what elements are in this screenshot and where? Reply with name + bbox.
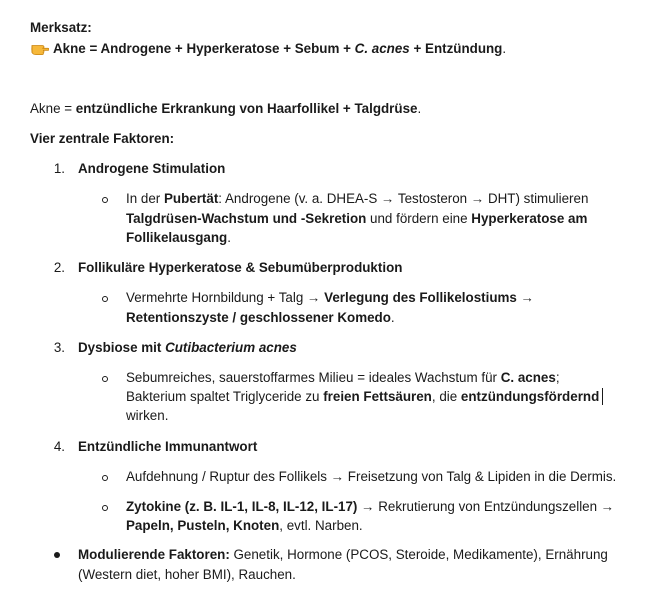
merksatz-title: Merksatz:	[30, 20, 92, 35]
factor-1-text-line-1: In der Pubertät: Androgene (v. a. DHEA-S → Testosteron → DHT) stimulieren	[126, 191, 589, 206]
factor-1-number: 1.	[53, 161, 65, 176]
factor-3-title: Dysbiose mit Cutibacterium acnes	[78, 340, 297, 355]
factor-2-number: 2.	[53, 260, 65, 275]
factor-1-text-line-3: Follikelausgang.	[126, 230, 231, 245]
factor-2-text-line-2: Retentionszyste / geschlossener Komedo.	[126, 310, 395, 325]
text-cursor	[602, 388, 603, 405]
pointing-hand-icon	[31, 41, 49, 55]
bullet-circle	[102, 296, 108, 302]
bullet-circle	[102, 505, 108, 511]
bullet-circle	[102, 376, 108, 382]
factor-1-title: Androgene Stimulation	[78, 161, 226, 176]
factor-3-number: 3.	[53, 340, 65, 355]
factor-4-bullet-2-line-1: Zytokine (z. B. IL-1, IL-8, IL-12, IL-17) → Rekrutierung von Entzündungszellen →	[126, 499, 615, 514]
factor-3-text-line-2: Bakterium spaltet Triglyceride zu freien Fettsäuren, die entzündungsfördernd	[126, 387, 603, 407]
definition: Akne = entzündliche Erkrankung von Haarfollikel + Talgdrüse.	[30, 101, 422, 116]
factor-4-title: Entzündliche Immunantwort	[78, 439, 258, 454]
factor-4-bullet-1: Aufdehnung / Ruptur des Follikels → Freisetzung von Talg & Lipiden in die Dermis.	[126, 469, 617, 484]
modulating-line-2: (Western diet, hoher BMI), Rauchen.	[78, 567, 296, 582]
factor-1-text-line-2: Talgdrüsen-Wachstum und -Sekretion und fördern eine Hyperkeratose am	[126, 211, 588, 226]
factor-2-text-line-1: Vermehrte Hornbildung + Talg → Verlegung des Follikelostiums →	[126, 290, 534, 305]
factor-2-title: Follikuläre Hyperkeratose & Sebumüberproduktion	[78, 260, 403, 275]
factor-4-bullet-2-line-2: Papeln, Pusteln, Knoten, evtl. Narben.	[126, 518, 363, 533]
bullet-circle	[102, 475, 108, 481]
factor-3-text-line-1: Sebumreiches, sauerstoffarmes Milieu = ideales Wachstum für C. acnes;	[126, 370, 560, 385]
factor-3-text-line-3: wirken.	[126, 408, 169, 423]
bullet-circle	[102, 197, 108, 203]
modulating-line-1: Modulierende Faktoren: Genetik, Hormone (PCOS, Steroide, Medikamente), Ernährung	[78, 547, 608, 562]
bullet-dot	[54, 552, 60, 558]
factor-4-number: 4.	[53, 439, 65, 454]
merksatz-formula: Akne = Androgene + Hyperkeratose + Sebum + C. acnes + Entzündung.	[31, 39, 506, 59]
factors-heading: Vier zentrale Faktoren:	[30, 131, 175, 146]
